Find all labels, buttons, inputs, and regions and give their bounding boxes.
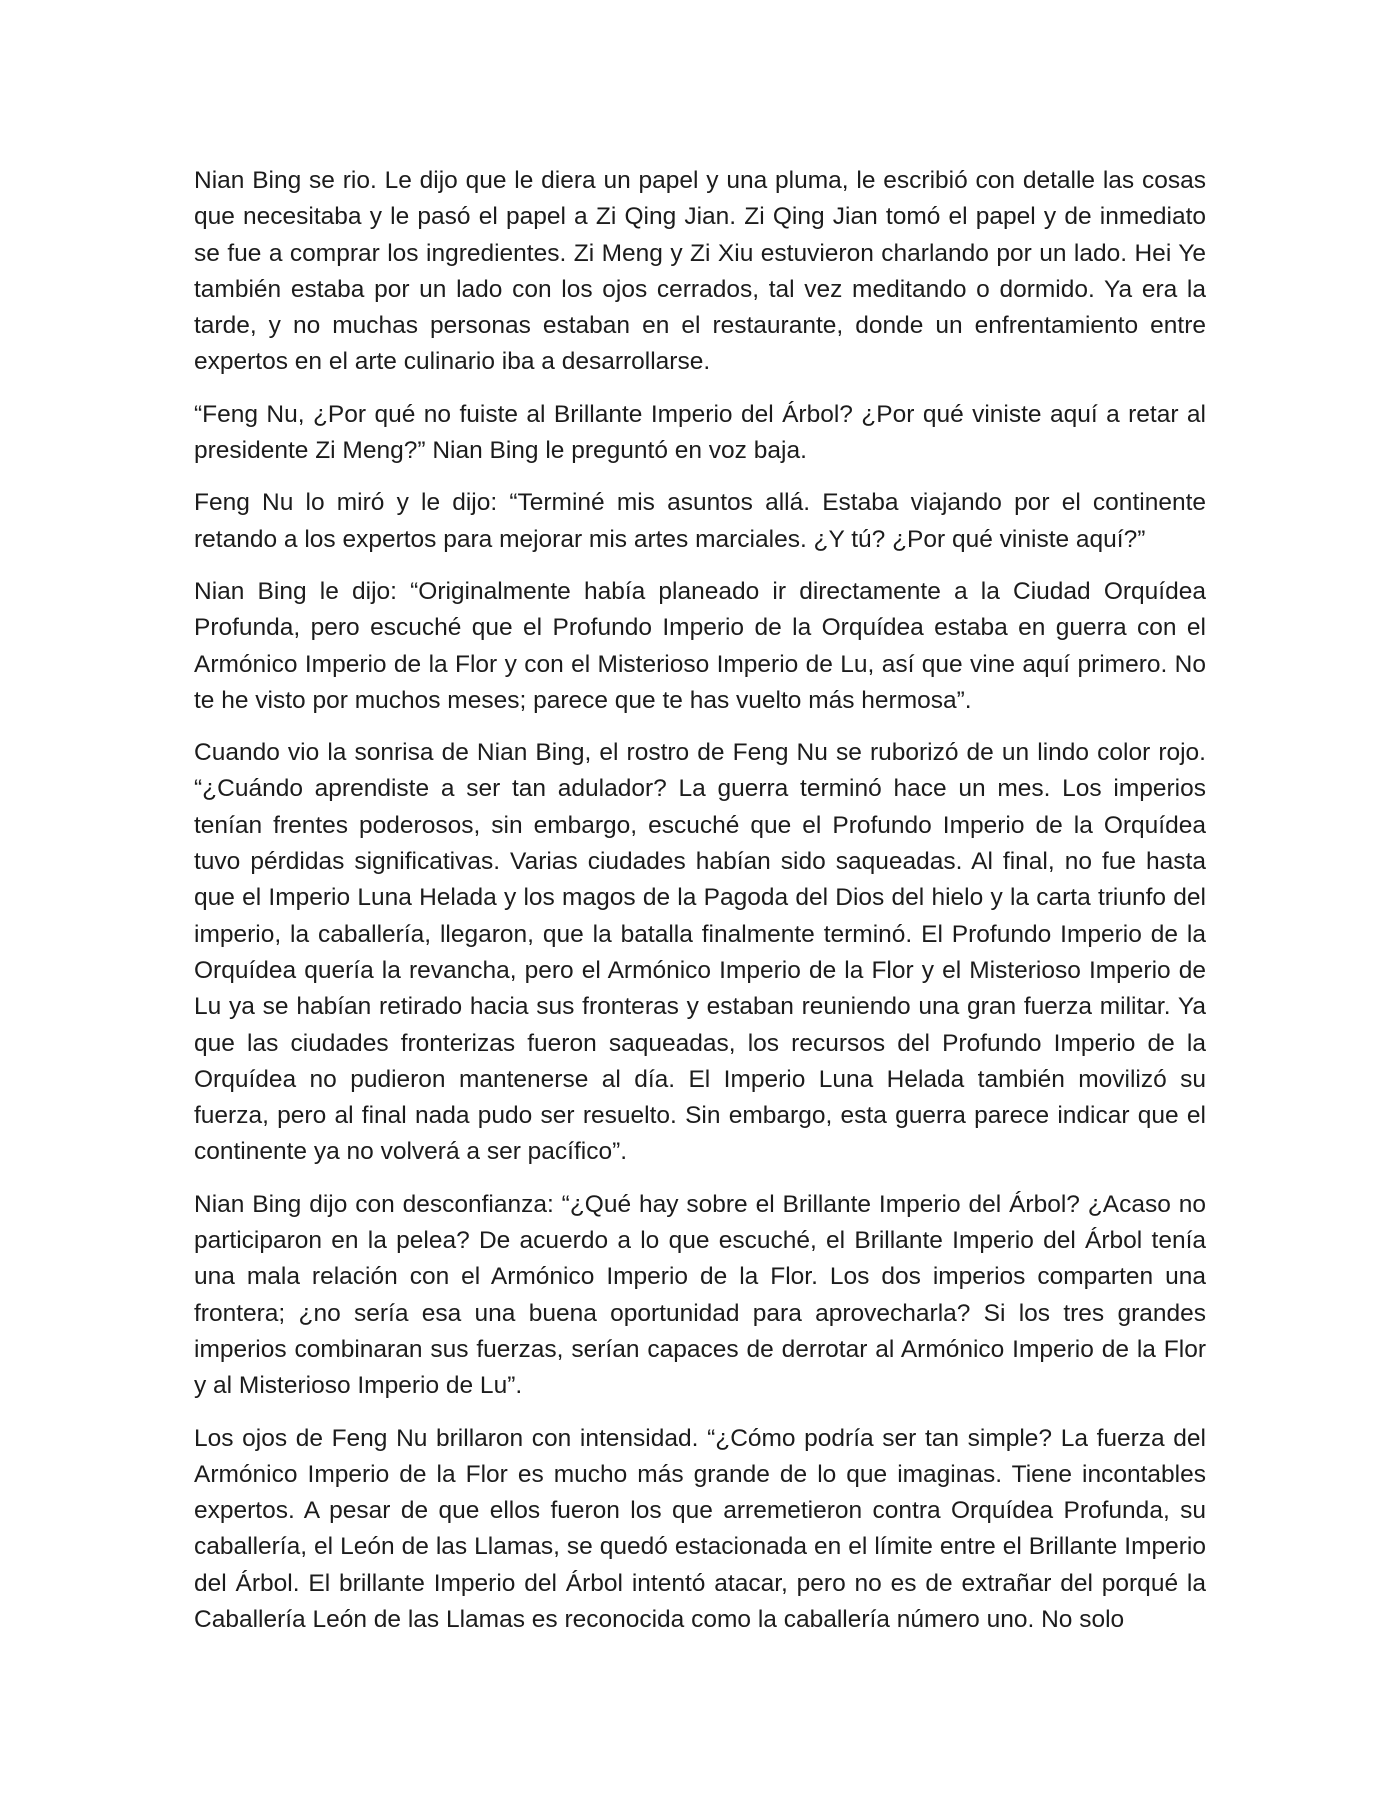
paragraph-6: Nian Bing dijo con desconfianza: “¿Qué hay sobre el Brillante Imperio del Árbol? ¿Acaso no participaron en la pelea? De acuerdo a lo que escuché, el Brillante Imperio del Árbol tenía una mala relación con el Armónico Imperio de la Flor. Los dos imperios comparten una frontera; ¿no sería esa una buena oportunidad para aprovecharla? Si los tres grandes imperios combinaran sus fuerzas, serían capaces de derrotar al Armónico Imperio de la Flor y al Misterioso Imperio de Lu”. xyxy=(194,1190,1206,1400)
paragraph-3: Feng Nu lo miró y le dijo: “Terminé mis asuntos allá. Estaba viajando por el continente retando a los expertos para mejorar mis artes marciales. ¿Y tú? ¿Por qué viniste aquí?” xyxy=(194,489,1206,553)
paragraph-1: Nian Bing se rio. Le dijo que le diera un papel y una pluma, le escribió con detalle las cosas que necesitaba y le pasó el papel a Zi Qing Jian. Zi Qing Jian tomó el papel y de inmediato se fue a comprar los ingredientes. Zi Meng y Zi Xiu estuvieron charlando por un lado. Hei Ye también estaba por un lado con los ojos cerrados, tal vez meditando o dormido. Ya era la tarde, y no muchas personas estaban en el restaurante, donde un enfrentamiento entre expertos en el arte culinario iba a desarrollarse. xyxy=(194,167,1206,376)
document-page xyxy=(194,163,1206,1654)
paragraph-7: Los ojos de Feng Nu brillaron con intensidad. “¿Cómo podría ser tan simple? La fuerza del Armónico Imperio de la Flor es mucho más grande de lo que imaginas. Tiene incontables expertos. A pesar de que ellos fueron los que arremetieron contra Orquídea Profunda, su caballería, el León de las Llamas, se quedó estacionada en el límite entre el Brillante Imperio del Árbol. El brillante Imperio del Árbol intentó atacar, pero no es de extrañar del porqué la Caballería León de las Llamas es reconocida como la caballería número uno. No solo xyxy=(194,1424,1206,1633)
paragraph-4: Nian Bing le dijo: “Originalmente había planeado ir directamente a la Ciudad Orquídea Profunda, pero escuché que el Profundo Imperio de la Orquídea estaba en guerra con el Armónico Imperio de la Flor y con el Misterioso Imperio de Lu, así que vine aquí primero. No te he visto por muchos meses; parece que te has vuelto más hermosa”. xyxy=(194,577,1206,714)
paragraph-2: “Feng Nu, ¿Por qué no fuiste al Brillante Imperio del Árbol? ¿Por qué viniste aquí a retar al presidente Zi Meng?” Nian Bing le preguntó en voz baja. xyxy=(194,400,1206,465)
paragraph-5: Cuando vio la sonrisa de Nian Bing, el rostro de Feng Nu se ruborizó de un lindo color rojo. “¿Cuándo aprendiste a ser tan adulador? La guerra terminó hace un mes. Los imperios tenían frentes poderosos, sin embargo, escuché que el Profundo Imperio de la Orquídea tuvo pérdidas significativas. Varias ciudades habían sido saqueadas. Al final, no fue hasta que el Imperio Luna Helada y los magos de la Pagoda del Dios del hielo y la carta triunfo del imperio, la caballería, llegaron, que la batalla finalmente terminó. El Profundo Imperio de la Orquídea quería la revancha, pero el Armónico Imperio de la Flor y el Misterioso Imperio de Lu ya se habían retirado hacia sus fronteras y estaban reuniendo una gran fuerza militar. Ya que las ciudades fronterizas fueron saqueadas, los recursos del Profundo Imperio de la Orquídea no pudieron mantenerse al día. El Imperio Luna Helada también movilizó su fuerza, pero al final nada pudo ser resuelto. Sin embargo, esta guerra parece indicar que el continente ya no volverá a ser pacífico”. xyxy=(194,739,1206,1166)
